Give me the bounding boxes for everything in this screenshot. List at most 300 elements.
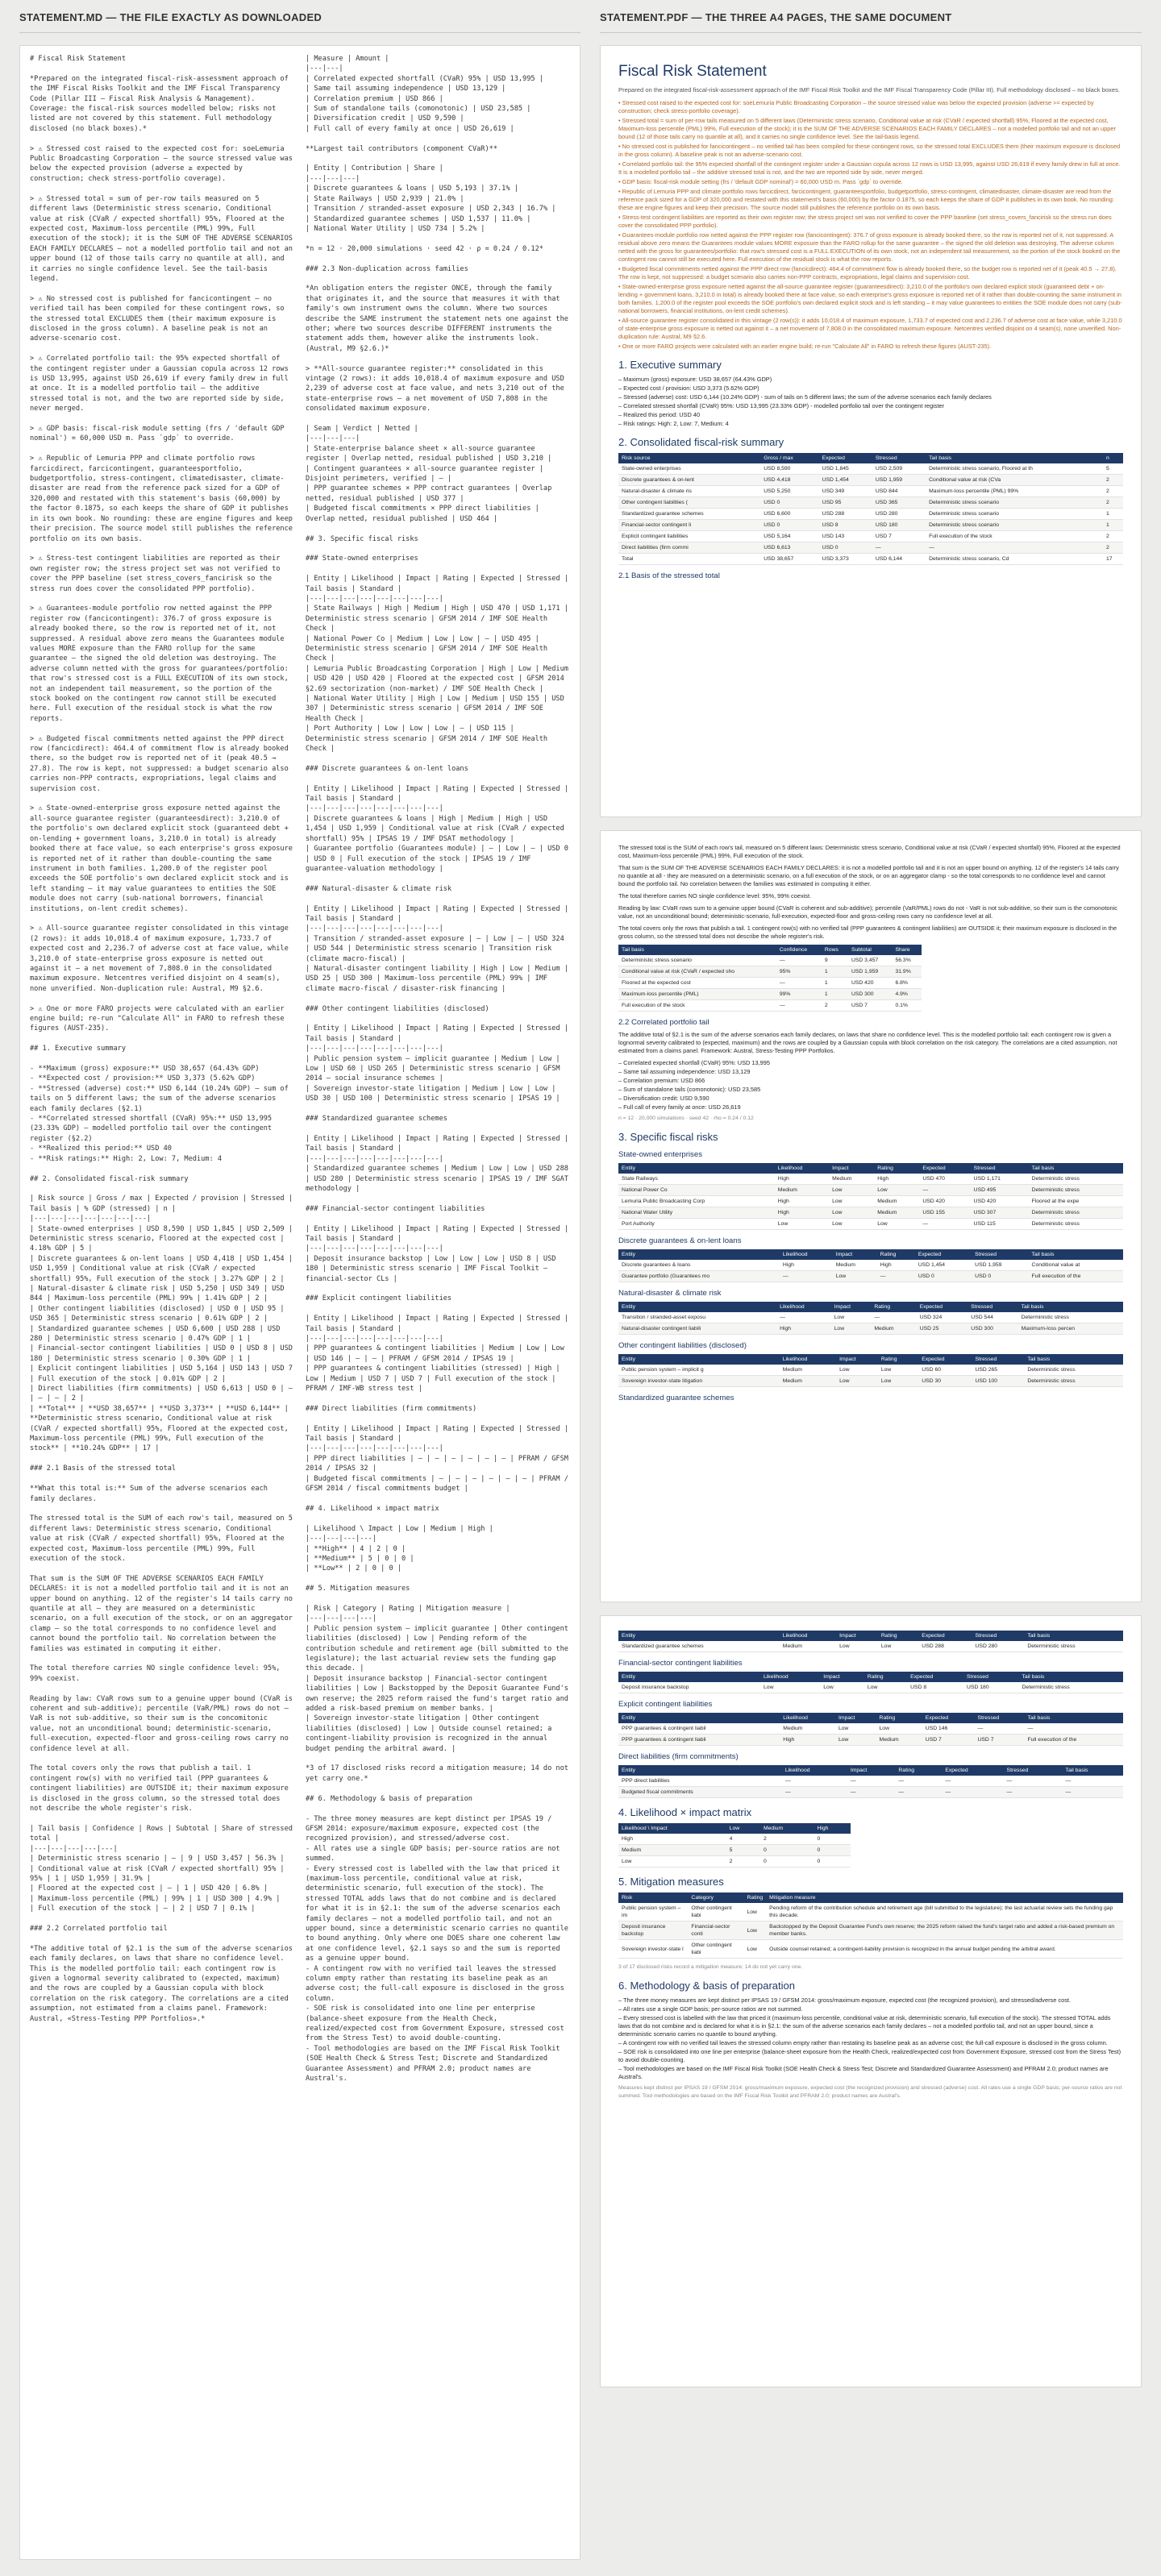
table-cell: 95% [776,966,822,978]
executive-summary-list [618,376,1123,428]
table-cell: Deterministic stress [1019,1682,1124,1693]
table-cell: USD 844 [872,486,926,497]
table-cell: USD 1,454 [819,475,872,486]
table-header-cell: Rating [876,1713,922,1723]
table-cell: Low [864,1682,907,1693]
table-row [618,1376,1123,1387]
table-cell: USD 6,600 [760,509,818,520]
table-cell: USD 324 [917,1312,968,1323]
table-cell: — [872,542,926,554]
table-cell: Low [618,1856,726,1868]
table-header-cell: Risk [618,1893,688,1903]
financial-sector-table [618,1672,1123,1693]
table-cell: USD 544 [968,1312,1017,1323]
table-header-cell: Tail basis [1024,1631,1123,1641]
table-cell: USD 265 [972,1365,1024,1376]
table-cell: USD 300 [968,1323,1017,1335]
correlated-tail-heading: 2.2 Correlated portfolio tail [618,1018,710,1027]
table-header-cell: Tail basis [1029,1249,1123,1260]
mitigation-table [618,1893,1123,1959]
table-row [618,1207,1123,1219]
list-item: – Tool methodologies are based on the IMF Fiscal Risk Toolkit (SOE Health Check & Stress Test; Discrete and Standardized Guarantee Assessment) and PFRAM 2.0; product names are Austral's. [618,2065,1123,2081]
table-cell: Low [878,1641,918,1652]
table-row [618,1940,1123,1959]
table-row [618,1000,922,1012]
table-cell: 9 [822,955,848,966]
table-cell: USD 349 [819,486,872,497]
table-cell: Medium [829,1174,874,1185]
list-item: – Same tail assuming independence: USD 13,129 [618,1068,1123,1076]
table-row [618,1903,1123,1922]
soe-heading: State-owned enterprises [618,1150,702,1159]
table-row [618,486,1123,497]
list-item: – Sum of standalone tails (comonotonic): USD 23,585 [618,1086,1123,1094]
table-header-cell: Impact [820,1672,864,1682]
table-header-cell: Likelihood [780,1631,836,1641]
table-cell: High [780,1735,835,1746]
table-cell: Deterministic stress [1024,1365,1123,1376]
pdf-column-header: STATEMENT.PDF — THE THREE A4 PAGES, THE SAME DOCUMENT [600,11,952,23]
table-cell: State Railways [618,1174,775,1185]
table-cell: USD 1,959 [872,475,926,486]
pdf-page-3 [600,1615,1142,2387]
table-header-cell: Entity [618,1249,780,1260]
table-header-cell: Entity [618,1672,760,1682]
paragraph: That sum is the SUM OF THE ADVERSE SCENARIOS EACH FAMILY DECLARES: it is not a modelled portfolio tail and it is not an upper bound on anything. 12 of the register's 14 tails carry no quantile at all - they are measured on a deterministic scenario, on a full execution of the stock, or on an aggregator clamp - so the total corresponds to no confidence level and cannot bound the portfolio tail. No correlation between the families was estimated in computing it either. [618,864,1119,887]
list-item: • Stressed cost raised to the expected cost for: soeLemuria Public Broadcasting Corporation – the source stressed value was below the expected provision (adverse >= expected by construction; check stress-portfolio coverage). [618,99,1123,115]
table-cell: High [775,1196,829,1207]
list-item: • Stress-test contingent liabilities are reported as their own register row; the stress project set was not verified to cover the PPP baseline (set stress_covers_fancirisk so the stress run does cover the consolidated PPP portfolio). [618,214,1123,230]
table-cell: USD 6,613 [760,542,818,554]
table-header-cell: Likelihood [776,1302,831,1312]
table-row [618,1312,1123,1323]
table-cell: 0 [760,1845,814,1856]
table-cell: USD 6,144 [872,554,926,565]
paragraph: Reading by law: CVaR rows sum to a genuine upper bound (CVaR is coherent and sub-additive); percentile (VaR/PML) rows do not - VaR is not sub-additive, so their sum is the comonotonic value, not an unconditional bound; deterministic-scenario, full-execution, expected-floor and gross-ceiling rows carry no confidence level at all. [618,904,1117,920]
table-header-cell: Rating [744,1893,767,1903]
table-cell: 2 [1103,531,1123,542]
table-cell: 1 [822,966,848,978]
table-row [618,989,922,1000]
list-item: • One or more FARO projects were calculated with an earlier engine build; re-run "Calculate All" in FARO to refresh these figures (AUST-235). [618,343,1123,351]
table-cell: — [871,1312,916,1323]
standardized-guarantees-heading: Standardized guarantee schemes [618,1394,734,1402]
table-row [618,1834,851,1845]
table-header-cell: Likelihood [775,1163,829,1174]
list-item: – Diversification credit: USD 9,590 [618,1095,1123,1103]
table-cell: 2 [760,1834,814,1845]
table-cell: High [775,1207,829,1219]
table-cell: 1 [822,989,848,1000]
table-cell: — [776,1312,831,1323]
table-cell: Budgeted fiscal commitments [618,1787,782,1798]
table-cell: — [877,1271,915,1282]
table-cell: Low [874,1219,919,1230]
table-row [618,1174,1123,1185]
table-row [618,1323,1123,1335]
table-cell: USD 280 [872,509,926,520]
list-item: • Correlated portfolio tail: the 95% expected shortfall of the contingent register under a Gaussian copula across 12 rows is USD 13,995, against USD 26,619 if every family drew in full at once. It is a modelled portfolio tail – the additive stressed total is not, and the two are reported side by side, never merged. [618,160,1123,177]
table-cell: USD 8 [907,1682,963,1693]
direct-liabilities-table [618,1765,1123,1798]
table-header-cell: Mitigation measure [766,1893,1123,1903]
table-row [618,542,1123,554]
financial-sector-heading: Financial-sector contingent liabilities [618,1659,743,1668]
table-row [618,1787,1123,1798]
table-header-cell: Entity [618,1302,776,1312]
table-cell: 2 [1103,486,1123,497]
table-cell: USD 1,845 [819,463,872,475]
list-item: • Guarantees-module portfolio row netted against the PPP register row (fancicontingent): 376.7 of gross exposure is already booked there, so the row is reported net of it, not suppressed. A residual above zero means the Guarantees module values MORE exposure than the FARO rollup for the same guarantee – the signed the old deletion was destroying. The adverse column netted with the gross for guarantees/portfolio: that row's stressed cost is a FULL EXECUTION of its own stock, not an independent tail measurement, so the portion of the stock booked on the contingent row cannot still be executed here. Full execution of the residual stock is what the row reports. [618,231,1123,264]
table-cell: Explicit contingent liabilities [618,531,760,542]
list-item: • GDP basis: fiscal-risk module setting (frs / 'default GDP nominal') = 60,000 USD m. Pass `gdp` to override. [618,178,1123,186]
table-cell: Medium [780,1365,836,1376]
table-cell: Discrete guarantees & loans [618,1260,780,1271]
table-row [618,1641,1123,1652]
table-row [618,497,1123,509]
list-item: – The three money measures are kept distinct per IPSAS 19 / GFSM 2014: gross/maximum exposure, expected cost (the recognized provision), and stressed/adverse cost. [618,1996,1123,2005]
table-cell: PPP guarantees & contingent liabil [618,1723,780,1735]
warning-notes-list [618,99,1123,351]
table-cell: 1 [1103,509,1123,520]
basis-heading: 2.1 Basis of the stressed total [618,571,720,580]
table-row [618,1723,1123,1735]
table-cell: USD 38,657 [760,554,818,565]
simulation-note: n = 12 · 20,000 simulations · seed 42 · rho = 0.24 / 0.12 [618,1116,754,1121]
table-cell: USD 365 [872,497,926,509]
table-cell: Low [836,1365,878,1376]
paragraph: The stressed total is the SUM of each row's tail, measured on 5 different laws: Deterministic stress scenario, Conditional value at risk (CVaR / expected shortfall) 95%, Floored at the expected cost, Maximum-loss percentile (PML) 99%, Full execution of the stock. [618,844,1121,859]
table-cell: — [1063,1776,1123,1787]
table-header-cell: Likelihood \ Impact [618,1823,726,1834]
table-header-cell: Expected [918,1631,972,1641]
markdown-column-header: STATEMENT.MD — THE FILE EXACTLY AS DOWNLOADED [19,11,322,23]
table-cell: — [942,1776,1003,1787]
table-cell: Floored at the expected cost [618,978,776,989]
table-cell: Deterministic stress scenario [618,955,776,966]
list-item: • State-owned-enterprise gross exposure netted against the all-source guarantee register (guaranteesdirect): 3,210.0 of the portfolio's own declared explicit stock (guaranteed debt + on-lending + government loans, 3,210.0 in total) is already booked there at face value, so each enterprise's gross exposure is reported net of it rather than double-counting the same instrument in both families. 1,200.0 of the register pool exceeds the SOE portfolio's own declared explicit stock and is left standing – it may value guarantees to entities the SOE module does not carry (sub-national borrowers, financial institutions, on-lent credit schemes). [618,283,1123,315]
table-cell: Deterministic stress scenario [926,497,1103,509]
table-cell: Low [874,1185,919,1196]
explicit-contingent-heading: Explicit contingent liabilities [618,1700,713,1709]
natural-disaster-heading: Natural-disaster & climate risk [618,1289,722,1298]
table-cell: — [847,1787,896,1798]
table-cell: USD 1,959 [848,966,893,978]
table-header-cell: Tail basis [1024,1354,1123,1365]
table-cell: — [1004,1787,1063,1798]
table-header-cell: Medium [760,1823,814,1834]
consolidated-summary-table [618,453,1123,565]
correlated-tail-list [618,1059,1123,1111]
table-cell: High [775,1174,829,1185]
table-cell: Low [744,1903,767,1922]
basis-paragraphs [618,844,1123,941]
table-cell: USD 115 [971,1219,1029,1230]
table-header-cell: Expected [919,1163,970,1174]
table-cell: USD 8,590 [760,463,818,475]
standardized-guarantees-table [618,1631,1123,1652]
list-item: • Stressed total = sum of per-row tails measured on 5 different laws (Deterministic stress scenario, Conditional value at risk (CVaR / expected shortfall) 95%, Floored at the expected cost, Maximum-loss percentile (PML) 99%, Full execution of the stock); it is the SUM OF THE ADVERSE SCENARIOS EACH FAMILY DECLARES – not a modelled portfolio tail and not an upper bound (12 of those tails carry no quantile at all), and it carries no single confidence level. See the tail-basis legend. [618,117,1123,141]
table-cell: Medium [780,1376,836,1387]
table-cell: Medium [871,1323,916,1335]
table-cell: Low [878,1376,918,1387]
table-cell: Transition / stranded-asset exposu [618,1312,776,1323]
table-header-cell: Gross / max [760,453,818,463]
table-cell: 5 [726,1845,760,1856]
table-header-cell: Risk source [618,453,760,463]
paragraph: The total covers only the rows that publish a tail. 1 contingent row(s) with no verified tail (PPP guarantees & contingent liabilities) are OUTSIDE it; their maximum exposure is disclosed in the gross column, so the stressed total does not describe the whole register's risk. [618,924,1117,940]
table-header-cell: Rating [864,1672,907,1682]
table-cell: Deposit insurance backstop [618,1682,760,1693]
table-cell: 2 [726,1856,760,1868]
table-cell: Low [760,1682,820,1693]
table-cell: — [919,1185,970,1196]
table-cell: USD 143 [819,531,872,542]
table-cell: Medium [775,1185,829,1196]
table-header-cell: Rating [877,1249,915,1260]
table-row [618,1271,1123,1282]
table-cell: State-owned enterprises [618,463,760,475]
table-header-cell: Entity [618,1163,775,1174]
table-cell: High [618,1834,726,1845]
table-cell: USD 0 [819,542,872,554]
table-header-cell: Subtotal [848,945,893,955]
table-cell: Low [775,1219,829,1230]
markdown-source-panel[interactable] [19,45,580,2560]
table-cell: USD 7 [848,1000,893,1012]
table-cell: 5 [1103,463,1123,475]
table-cell: 2 [1103,475,1123,486]
list-item: – Realized this period: USD 40 [618,411,1123,419]
table-cell: Backstopped by the Deposit Guarantee Fund's own reserve; the 2025 reform raised the fund's target ratio and added a risk-based premium on member banks. [766,1922,1123,1940]
table-cell: Public pension system – im [618,1903,688,1922]
table-cell: — [782,1787,847,1798]
table-cell: Low [836,1641,878,1652]
table-row [618,1682,1123,1693]
table-header-cell: Stressed [872,453,926,463]
table-row [618,531,1123,542]
table-header-cell: Rating [895,1765,942,1776]
table-cell: — [776,955,822,966]
table-cell: Full execution of the [1029,1271,1123,1282]
table-cell: PPP guarantees & contingent liabil [618,1735,780,1746]
table-header-cell: Likelihood [782,1765,847,1776]
direct-liabilities-heading: Direct liabilities (firm commitments) [618,1752,739,1761]
table-row [618,475,1123,486]
table-cell: USD 420 [848,978,893,989]
table-cell: USD 280 [972,1641,1025,1652]
list-item: – Correlated stressed shortfall (CVaR) 95%: USD 13,995 (23.33% GDP) - modelled portfolio tail over the contingent register [618,402,1123,410]
executive-summary-heading: 1. Executive summary [618,359,722,371]
table-row [618,1776,1123,1787]
paragraph: The total therefore carries NO single confidence level: 95%, 99% coexist. [618,892,812,900]
table-cell: USD 0 [760,497,818,509]
table-cell: Low [833,1271,877,1282]
table-cell: 99% [776,989,822,1000]
table-row [618,1260,1123,1271]
table-cell: Deterministic stress scenario [926,520,1103,531]
table-header-cell: Impact [847,1765,896,1776]
table-header-cell: Expected [915,1249,972,1260]
table-header-cell: Impact [835,1713,876,1723]
table-cell: USD 3,373 [819,554,872,565]
list-item: • Republic of Lemuria PPP and climate portfolio rows farcicdirect, farcicontingent, guaranteesportfolio, budgetportfolio, stress-contingent, climatedisaster, climate-disaster are read from the reference pack sized for a GDP of 320,000 and restated with this statement's basis (60,000) by the factor 0.1875, so each keeps the share of GDP it publishes in its own book. No rounding: these are engine figures and keep their precision. The source model still publishes the reference portfolio on its own basis. [618,188,1123,212]
table-cell: USD 30 [918,1376,972,1387]
table-cell: Deterministic stress [1029,1185,1123,1196]
table-cell: Deterministic stress [1018,1312,1123,1323]
table-header-cell: Rating [874,1163,919,1174]
table-header-cell: Stressed [1004,1765,1063,1776]
consolidated-summary-heading: 2. Consolidated fiscal-risk summary [618,436,784,448]
table-header-cell: Stressed [974,1713,1024,1723]
table-cell: — [780,1271,833,1282]
table-cell: Standardized guarantee schemes [618,509,760,520]
table-header-cell: Entity [618,1765,782,1776]
table-cell: USD 95 [819,497,872,509]
table-row [618,1856,851,1868]
table-cell: Natural-disaster contingent liabili [618,1323,776,1335]
table-cell: Maximum-loss percentile (PML) 99% [926,486,1103,497]
table-cell: USD 307 [971,1207,1029,1219]
table-header-cell: Low [726,1823,760,1834]
table-cell: Low [831,1312,872,1323]
natural-disaster-table [618,1302,1123,1335]
table-cell: Deterministic stress scenario, Floored at th [926,463,1103,475]
table-cell: Natural-disaster & climate ris [618,486,760,497]
table-header-cell: Rating [878,1631,918,1641]
table-cell: USD 0 [972,1271,1028,1282]
table-row [618,1922,1123,1940]
table-cell: Full execution of the stock [618,1000,776,1012]
discrete-guarantees-heading: Discrete guarantees & on-lent loans [618,1236,742,1245]
table-cell: USD 4,418 [760,475,818,486]
table-cell: 31.9% [892,966,921,978]
table-cell: National Water Utility [618,1207,775,1219]
table-header-cell: Rows [822,945,848,955]
table-cell: Conditional value at risk (CVaR / expected sho [618,966,776,978]
table-cell: — [1004,1776,1063,1787]
table-row [618,554,1123,565]
table-cell: 2 [822,1000,848,1012]
table-cell: Medium [780,1641,836,1652]
specific-risks-heading: 3. Specific fiscal risks [618,1131,718,1143]
table-cell: Sovereign investor-state litigation [618,1376,780,1387]
table-cell: Other contingent liabi [688,1903,743,1922]
table-header-cell: Rating [878,1354,918,1365]
soe-table [618,1163,1123,1230]
other-contingent-table [618,1354,1123,1387]
table-cell: 0 [814,1834,850,1845]
mitigation-heading: 5. Mitigation measures [618,1876,724,1888]
table-header-cell: Stressed [968,1302,1017,1312]
table-cell: USD 7 [922,1735,975,1746]
table-cell: Full execution of the stock [926,531,1103,542]
table-cell: — [919,1219,970,1230]
table-cell: Low [831,1323,872,1335]
table-cell: 2 [1103,542,1123,554]
table-cell: Other contingent liabilities ( [618,497,760,509]
list-item: – All rates use a single GDP basis; per-source ratios are not summed. [618,2005,1123,2013]
markdown-text-column-2: | Measure | Amount | |---|---| | Correlated expected shortfall (CVaR) 95% | USD 13,995 | | Same tail assuming independence | USD 13,129 | | Correlation premium | USD 866 | | Sum of standalone tails (comonotonic) | USD 23,585 | | Diversification credit | USD 9,590 | | Full call of every family at once | USD 26,619 | **Largest tail contributors (component CVaR)** | Entity | Contribution | Share | |---|---|---| | Discrete guarantees & loans | USD 5,193 | 37.1% | | State Railways | USD 2,939 | 21.0% | | Transition / stranded-asset exposure | USD 2,343 | 16.7% | | Standardized guarantee schemes | USD 1,537 | 11.0% | | National Water Utility | USD 734 | 5.2% | *n = 12 · 20,000 simulations · seed 42 · ρ = 0.24 / 0.12* ### 2.3 Non-duplication across families *An obligation enters the register ONCE, through the family that originates it, and the source that measures it with that family's own instrument owns the column. Where two sources describe the SAME instrument the statement nets one against the other; where two sources describe DIFFERENT instruments the statement adds them, however alike the instruments look. (Austral, M9 §2.6.)* > **All-source guarantee register:** consolidated in this vintage (2 rows): it adds 10,018.4 of maximum exposure and USD 2,239 of adverse cost at face value, and nets 3,210 out of the state-enterprise rows — a net movement of USD 7,808 in the consolidated maximum exposure. | Seam | Verdict | Netted | |---|---|---| | State-enterprise balance sheet × all-source guarantee register | Overlap netted, residual published | USD 3,210 | | Contingent guarantees × all-source guarantee register | Disjoint perimeters, verified | — | | PPP guarantee schemes × PPP contract guarantees | Overlap netted, residual published | USD 377 | | Budgeted fiscal commitments × PPP direct liabilities | Overlap netted, residual published | USD 464 | ## 3. Specific fiscal risks ### State-owned enterprises | Entity | Likelihood | Impact | Rating | Expected | Stressed | Tail basis | Standard | |---|---|---|---|---|---|---|---| | State Railways | High | Medium | High | USD 470 | USD 1,171 | Deterministic stress scenario | GFSM 2014 / IMF SOE Health Check | | National Power Co | Medium | Low | Low | — | USD 495 | Deterministic stress scenario | GFSM 2014 / IMF SOE Health Check | | Lemuria Public Broadcasting Corporation | High | Low | Medium | USD 420 | USD 420 | Floored at the expected cost | GFSM 2014 §2.69 sectorization (non-market) / IMF SOE Health Check | | National Water Utility | High | Low | Medium | USD 155 | USD 307 | Deterministic stress scenario | GFSM 2014 / IMF SOE Health Check | | Port Authority | Low | Low | Low | — | USD 115 | Deterministic stress scenario | GFSM 2014 / IMF SOE Health Check | ### Discrete guarantees & on-lent loans | Entity | Likelihood | Impact | Rating | Expected | Stressed | Tail basis | Standard | |---|---|---|---|---|---|---|---| | Discrete guarantees & loans | High | Medium | High | USD 1,454 | USD 1,959 | Conditional value at risk (CVaR / expected shortfall) 95% | IPSAS 19 / IMF DSAT methodology | | Guarantee portfolio (Guarantees module) | — | Low | — | USD 0 | USD 0 | Full execution of the stock | IPSAS 19 / IMF guarantee-valuation methodology | ### Natural-disaster & climate risk | Entity | Likelihood | Impact | Rating | Expected | Stressed | Tail basis | Standard | |---|---|---|---|---|---|---|---| | Transition / stranded-asset exposure | — | Low | — | USD 324 | USD 544 | Deterministic stress scenario | Transition risk (climate macro-fiscal) | | Natural-disaster contingent liability | High | Low | Medium | USD 25 | USD 300 | Maximum-loss percentile (PML) 99% | IMF climate macro-fiscal / disaster-risk financing | ### Other contingent liabilities (disclosed) | Entity | Likelihood | Impact | Rating | Expected | Stressed | Tail basis | Standard | |---|---|---|---|---|---|---|---| | Public pension system — implicit guarantee | Medium | Low | Low | USD 60 | USD 265 | Deterministic stress scenario | GFSM 2014 — social insurance schemes | | Sovereign investor-state litigation | Medium | Low | Low | USD 30 | USD 100 | Deterministic stress scenario | IPSAS 19 | ### Standardized guarantee schemes | Entity | Likelihood | Impact | Rating | Expected | Stressed | Tail basis | Standard | |---|---|---|---|---|---|---|---| | Standardized guarantee schemes | Medium | Low | Low | USD 288 | USD 280 | Deterministic stress scenario | IPSAS 19 / IMF SGAT methodology | ### Financial-sector contingent liabilities | Entity | Likelihood | Impact | Rating | Expected | Stressed | Tail basis | Standard | |---|---|---|---|---|---|---|---| | Deposit insurance backstop | Low | Low | Low | USD 8 | USD 180 | Deterministic stress scenario | IMF Fiscal Toolkit — financial-sector CLs | ### Explicit contingent liabilities | Entity | Likelihood | Impact | Rating | Expected | Stressed | Tail basis | Standard | |---|---|---|---|---|---|---|---| | PPP guarantees & contingent liabilities | Medium | Low | Low | USD 146 | — | — | PFRAM / GFSM 2014 / IPSAS 19 | | PPP guarantees & contingent liabilities (stressed) | High | Low | Medium | USD 7 | USD 7 | Full execution of the stock | PFRAM / IMF-WB stress test | ### Direct liabilities (firm commitments) | Entity | Likelihood | Impact | Rating | Expected | Stressed | Tail basis | Standard | |---|---|---|---|---|---|---|---| | PPP direct liabilities | — | — | — | — | — | — | PFRAM / GFSM 2014 / IPSAS 32 | | Budgeted fiscal commitments | — | — | — | — | — | — | PFRAM / GFSM 2014 / fiscal commitments budget | ## 4. Likelihood × impact matrix | Likelihood \ Impact | Low | Medium | High | |---|---|---|---| | **High** | 4 | 2 | 0 | | **Medium** | 5 | 0 | 0 | | **Low** | 2 | 0 | 0 | ## 5. Mitigation measures | Risk | Category | Rating | Mitigation measure | |---|---|---|---| | Public pension system — implicit guarantee | Other contingent liabilities (disclosed) | Low | Pending reform of the contribution schedule and retirement age (bill submitted to the legislature); the last actuarial review sets the funding gap this decade. | | Deposit insurance backstop | Financial-sector contingent liabilities | Low | Backstopped by the Deposit Guarantee Fund's own reserve; the 2025 reform raised the fund's target ratio and added a risk-based premium on member banks. | | Sovereign investor-state litigation | Other contingent liabilities (disclosed) | Low | Outside counsel retained; a contingent-liability provision is recognized in the annual budget pending the arbitral award. | *3 of 17 disclosed risks record a mitigation measure; 14 do not yet carry one.* ## 6. Methodology & basis of preparation - The three money measures are kept distinct per IPSAS 19 / GFSM 2014: exposure/maximum exposure, expected cost (the recognized provision), and stressed/adverse cost. - All rates use a single GDP basis; per-source ratios are not summed. - Every stressed cost is labelled with the law that priced it (maximum-loss percentile, conditional value at risk, deterministic scenario, full execution of the stock). The stressed TOTAL adds laws that do not combine and is declared for what it is in §2.1: the sum of the adverse scenarios each family declares — not a modelled portfolio tail, and not an upper bound, since a deterministic scenario carries no quantile to bound anything. Only where one DOES share one coherent law at one confidence level, §2.1 says so and the sum is reported as a genuine upper bound. - A contingent row with no verified tail leaves the stressed column empty rather than restating its baseline peak as an adverse cost; the full-call exposure is disclosed in the gross column. - SOE risk is consolidated into one line per enterprise (balance-sheet exposure from the Health Check, realized/expected cost from Government Exposure, stressed cost from the Stress Test) to avoid double-counting. - Tool methodologies are based on the IMF Fiscal Risk Toolkit (SOE Health Check & Stress Test; Discrete and Standardized Guarantee Assessment) and PFRAM 2.0; product names are Austral's. [306,55,568,2084]
table-cell: Other contingent liabi [688,1940,743,1959]
table-cell: USD 300 [848,989,893,1000]
table-cell: USD 5,250 [760,486,818,497]
table-cell: 0.1% [892,1000,921,1012]
table-row [618,978,922,989]
table-cell: 4 [726,1834,760,1845]
explicit-contingent-table [618,1713,1123,1746]
table-header-cell: Entity [618,1631,780,1641]
correlated-tail-paragraph: The additive total of §2.1 is the sum of the adverse scenarios each family declares, on laws that share no confidence level. This is the modelled portfolio tail: each contingent row is given a lognormal severity calibrated to (expected, maximum) and the rows are coupled by a Gaussian copula with block correlation on the risk category. The correlations are a cited assumption, not estimated from a claims panel. Framework: Austral, Stress-Testing PPP Portfolios. [618,1031,1117,1054]
list-item: • All-source guarantee register consolidated in this vintage (2 row(s)): it adds 10,018.4 of maximum exposure, 1,733.7 of expected cost and 2,236.7 of adverse cost at face value, while 3,210.0 of state-enterprise gross exposure is netted out against it – a net movement of 7,808.0 in the consolidated maximum exposure. Netcentres verified disjoint on 4 seam(s), none unverified. Non-duplication rule: Austral, M9 §2.6. [618,317,1123,341]
table-header-cell: Likelihood [760,1672,820,1682]
table-cell: Maximum-loss percentile (PML) [618,989,776,1000]
table-header-cell: Stressed [972,1631,1025,1641]
list-item: – Correlation premium: USD 866 [618,1077,1123,1085]
table-cell: Public pension system – implicit g [618,1365,780,1376]
table-row [618,966,922,978]
likelihood-impact-matrix [618,1823,851,1868]
table-cell: 2 [1103,497,1123,509]
table-row [618,520,1123,531]
table-cell: 4.9% [892,989,921,1000]
table-row [618,955,922,966]
table-cell: — [926,542,1103,554]
table-cell: Low [829,1185,874,1196]
discrete-guarantees-table [618,1249,1123,1282]
pdf-header-rule [600,32,1142,33]
table-cell: USD 288 [819,509,872,520]
table-cell: 0 [760,1856,814,1868]
mitigation-note: 3 of 17 disclosed risks record a mitigation measure; 14 do not yet carry one. [618,1964,803,1970]
table-header-cell: Entity [618,1713,780,1723]
table-cell: Guarantee portfolio (Guarantees mo [618,1271,780,1282]
table-header-cell: Expected [917,1302,968,1312]
table-header-cell: Likelihood [780,1354,836,1365]
table-cell: Floored at the expe [1029,1196,1123,1207]
table-header-cell: Stressed [972,1249,1028,1260]
table-cell: Port Authority [618,1219,775,1230]
table-header-cell: Tail basis [1018,1302,1123,1312]
document-subtitle: Prepared on the integrated fiscal-risk-assessment approach of the IMF Fiscal Risk Toolkit and the IMF Fiscal Transparency Code (Pillar III). Full methodology disclosed – no black boxes. [618,86,1120,93]
table-cell: PPP direct liabilities [618,1776,782,1787]
table-cell: USD 0 [915,1271,972,1282]
table-cell: USD 7 [974,1735,1024,1746]
table-cell: Conditional value at [1029,1260,1123,1271]
table-cell: USD 25 [917,1323,968,1335]
table-row [618,1219,1123,1230]
table-cell: — [895,1776,942,1787]
list-item: – Expected cost / provision: USD 3,373 (5.62% GDP) [618,384,1123,393]
table-header-cell: Confidence [776,945,822,955]
list-item: – Stressed (adverse) cost: USD 6,144 (10.24% GDP) - sum of tails on 5 different laws; the sum of the adverse scenarios each family declares [618,393,1123,401]
table-cell: USD 1,959 [972,1260,1028,1271]
table-header-cell: Stressed [972,1354,1024,1365]
table-cell: USD 470 [919,1174,970,1185]
table-header-cell: Share [892,945,921,955]
table-cell: — [1024,1723,1123,1735]
table-header-cell: Rating [871,1302,916,1312]
table-cell: — [782,1776,847,1787]
table-header-cell: Stressed [971,1163,1029,1174]
table-header-cell: High [814,1823,850,1834]
table-row [618,1735,1123,1746]
table-cell: USD 146 [922,1723,975,1735]
table-cell: Pending reform of the contribution schedule and retirement age (bill submitted to the legislature); the last actuarial review sets the funding gap this decade. [766,1903,1123,1922]
table-cell: USD 7 [872,531,926,542]
table-cell: Low [835,1723,876,1735]
table-cell: USD 5,164 [760,531,818,542]
